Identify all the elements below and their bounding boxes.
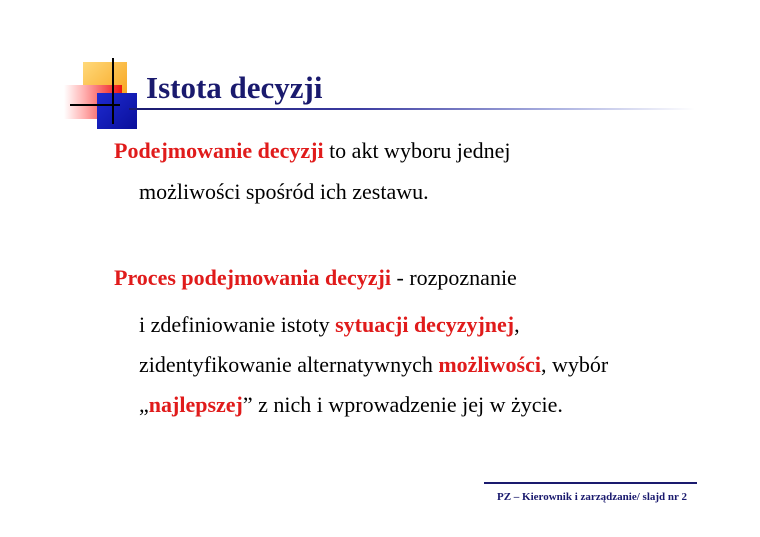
slide-footer: PZ – Kierownik i zarządzanie/ slajd nr 2: [497, 491, 687, 503]
slide-title: Istota decyzji: [146, 70, 323, 105]
logo-blue-square: [97, 93, 137, 129]
paragraph2-line1-text: - rozpoznanie: [391, 265, 517, 290]
paragraph2-line2-text-b: ,: [514, 312, 520, 337]
paragraph2-line4-text-b: ” z nich i wprowadzenie jej w życie.: [242, 392, 563, 417]
footer-rule: [484, 482, 697, 484]
slide-logo: [0, 0, 150, 130]
term-mozliwosci: możliwości: [438, 352, 541, 377]
term-najlepszej: najlepszej: [148, 392, 243, 417]
paragraph2-line3-text-b: , wybór: [541, 352, 609, 377]
title-underline: [129, 108, 695, 110]
paragraph2-line4-text-a: „: [139, 392, 149, 417]
paragraph1-line1: [114, 138, 511, 164]
paragraph2-line1: [114, 265, 517, 291]
paragraph1-line1-text: to akt wyboru jednej: [323, 138, 511, 163]
paragraph1-line2: możliwości spośród ich zestawu.: [139, 179, 429, 204]
term-sytuacji: sytuacji decyzyjnej: [335, 312, 515, 337]
paragraph2-line3-text-a: zidentyfikowanie alternatywnych: [139, 352, 439, 377]
paragraph2-line2-text-a: i zdefiniowanie istoty: [139, 312, 336, 337]
term-proces: Proces podejmowania decyzji: [114, 265, 391, 290]
paragraph2-line3: [139, 352, 608, 378]
paragraph2-line4: [139, 392, 563, 418]
paragraph2-line2: [139, 312, 520, 338]
logo-vertical-line: [112, 58, 114, 124]
term-podejmowanie: Podejmowanie decyzji: [114, 138, 324, 163]
logo-horizontal-line: [70, 104, 120, 106]
